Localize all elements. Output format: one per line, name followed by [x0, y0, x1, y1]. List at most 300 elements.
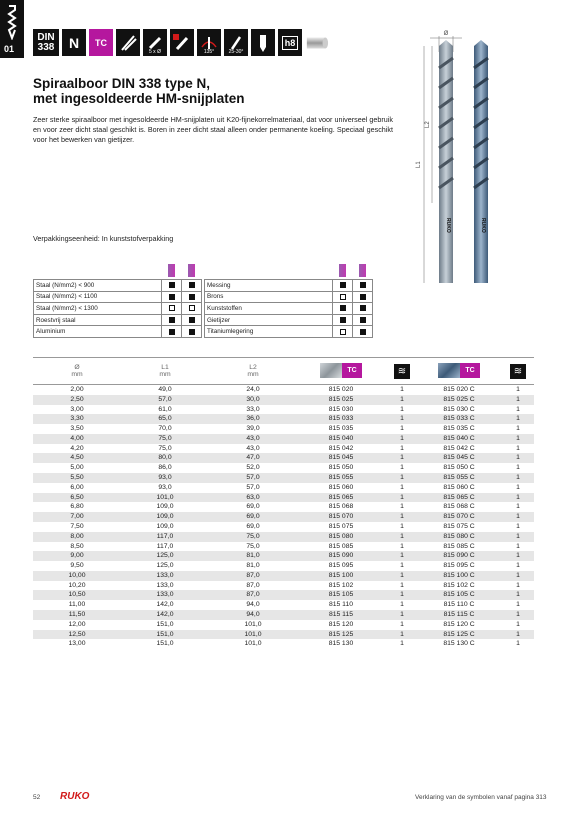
table-row [416, 630, 534, 640]
product-description: Zeer sterke spiraalboor met ingesoldeerde HM-snijplaten uit K20-fijnekorrelmateriaal, dat voor universeel gebruik en voor zeer dicht staal geschikt is. Boren in zeer dicht staal alleen onder permanente koeling. Speciaal geschikt voor het bewerken van gietijzer. [33, 115, 393, 144]
type-n-badge: N [62, 29, 86, 56]
cell-qtyc: 1 [516, 620, 520, 628]
table-row [416, 405, 534, 415]
cell-qty: 1 [400, 405, 404, 413]
suitability-cell [182, 303, 202, 315]
drill-illustration [410, 28, 510, 298]
suitability-cell [162, 291, 182, 303]
material-row [34, 280, 202, 292]
diameter-label: Ø [443, 31, 449, 37]
uncoated-drill-icon [168, 264, 175, 277]
coolant-icon [170, 29, 194, 56]
suitable-mark [360, 294, 366, 300]
cell-qty: 1 [385, 414, 419, 424]
cell-d: 2,00 [70, 386, 84, 393]
cell-qty: 1 [385, 434, 419, 444]
cell-l2: 94,0 [246, 601, 260, 609]
material-name: Gietijzer [205, 314, 333, 326]
cell-art: 815 080 [297, 532, 385, 542]
point-angle-icon: 135° [197, 29, 221, 56]
table-row [416, 639, 534, 649]
cell-l2: 33,0 [246, 405, 260, 413]
suitable-mark [360, 305, 366, 311]
cell-artc: 815 090 C [416, 551, 502, 561]
table-row [416, 434, 534, 444]
cell-artc: 815 130 C [443, 640, 475, 648]
cell-d: 2,50 [33, 395, 121, 405]
suitability-cell [182, 326, 202, 338]
cell-l2: 63,0 [209, 493, 297, 503]
cell-l1: 93,0 [121, 473, 209, 483]
l1-label: L1 [416, 161, 422, 168]
not-suitable-mark [340, 294, 346, 300]
material-table-left [33, 263, 202, 338]
cell-l1: 125,0 [121, 551, 209, 561]
cell-art: 815 085 [328, 542, 354, 550]
cell-art: 815 065 [297, 493, 385, 503]
cell-d: 9,50 [70, 562, 84, 570]
product-title: Spiraalboor DIN 338 type N, met ingesoldeerde HM-snijplaten [33, 76, 245, 106]
cell-artc: 815 095 C [443, 562, 475, 570]
cell-qty: 1 [385, 473, 419, 483]
suitability-cell [162, 303, 182, 315]
cell-qty: 1 [400, 503, 404, 511]
cell-d: 12,00 [68, 620, 86, 628]
cell-l2: 69,0 [246, 503, 260, 511]
table-row [33, 444, 419, 454]
material-row [205, 326, 373, 338]
cell-l2: 81,0 [209, 551, 297, 561]
cell-art: 815 120 [328, 620, 354, 628]
material-row [205, 303, 373, 315]
cell-d: 3,00 [70, 405, 84, 413]
table-row [33, 600, 419, 610]
cell-art: 815 068 [328, 503, 354, 511]
cell-art: 815 025 [297, 395, 385, 405]
cell-qtyc: 1 [502, 551, 534, 561]
suitability-cell [333, 314, 353, 326]
cell-d: 10,50 [33, 590, 121, 600]
material-name: Staal (N/mm2) < 900 [34, 280, 162, 292]
cell-qtyc: 1 [516, 483, 520, 491]
cell-l1: 65,0 [121, 414, 209, 424]
suitability-cell [353, 326, 373, 338]
cell-l2: 101,0 [244, 620, 262, 628]
suitability-cell [333, 280, 353, 292]
table-row [416, 463, 534, 473]
table-row [416, 610, 534, 620]
material-row [205, 314, 373, 326]
cell-d: 5,50 [33, 473, 121, 483]
cell-qtyc: 1 [502, 434, 534, 444]
cell-qty: 1 [400, 522, 404, 530]
table-row [416, 424, 534, 434]
material-name: Titaniumlegering [205, 326, 333, 338]
cell-l1: 86,0 [158, 464, 172, 472]
cell-l2: 75,0 [246, 542, 260, 550]
cell-qtyc: 1 [516, 503, 520, 511]
cell-artc: 815 065 C [416, 493, 502, 503]
suitable-mark [360, 329, 366, 335]
chapter-tab [0, 0, 24, 58]
footer-note: Verklaring van de symbolen vanaf pagina 313 [415, 794, 547, 801]
cell-artc: 815 055 C [416, 473, 502, 483]
material-name: Roestvrij staal [34, 314, 162, 326]
table-row [416, 473, 534, 483]
cell-l2: 24,0 [246, 386, 260, 393]
table-row [416, 600, 534, 610]
cell-l1: 125,0 [156, 562, 174, 570]
material-row [205, 291, 373, 303]
suitability-cell [333, 303, 353, 315]
cell-artc: 815 102 C [443, 581, 475, 589]
cell-qtyc: 1 [516, 640, 520, 648]
tolerance-h8-icon: h8 [278, 29, 302, 56]
cell-qtyc: 1 [502, 473, 534, 483]
cell-artc: 815 120 C [443, 620, 475, 628]
uncoated-drill-icon [320, 363, 342, 378]
cell-l1: 93,0 [158, 483, 172, 491]
suitability-cell [162, 326, 182, 338]
table-row [33, 542, 419, 552]
cell-l2: 36,0 [209, 414, 297, 424]
cell-qty: 1 [385, 610, 419, 620]
drill-tab-icon [5, 4, 19, 40]
table-row [33, 630, 419, 640]
cell-l1: 57,0 [121, 395, 209, 405]
suitable-mark [169, 329, 175, 335]
col-pack-qty-coated [502, 358, 534, 385]
drill-spiral-icon [116, 29, 140, 56]
table-row [416, 453, 534, 463]
suitability-cell [353, 291, 373, 303]
packaging-note: Verpakkingseenheid: In kunststofverpakking [33, 234, 174, 243]
material-name: Staal (N/mm2) < 1300 [34, 303, 162, 315]
cell-d: 6,50 [33, 493, 121, 503]
cylindrical-shank-icon [305, 29, 329, 56]
suitability-cell [353, 303, 373, 315]
cell-qtyc: 1 [516, 464, 520, 472]
material-name: Aluminium [34, 326, 162, 338]
table-row [33, 453, 419, 463]
table-row [33, 405, 419, 415]
cell-qty: 1 [400, 542, 404, 550]
table-row [33, 434, 419, 444]
cell-artc: 815 025 C [416, 395, 502, 405]
col-pack-qty [385, 358, 419, 385]
table-row [33, 424, 419, 434]
cell-l2: 94,0 [209, 610, 297, 620]
cell-l2: 30,0 [209, 395, 297, 405]
table-row [416, 542, 534, 552]
cell-art: 815 075 [328, 522, 354, 530]
drill-depth-icon: 5 x Ø [143, 29, 167, 56]
suitable-mark [360, 282, 366, 288]
cell-l2: 87,0 [209, 590, 297, 600]
cell-d: 4,50 [33, 453, 121, 463]
din-badge: DIN 338 [33, 29, 59, 56]
cell-artc: 815 100 C [416, 571, 502, 581]
cell-l1: 109,0 [156, 503, 174, 511]
cell-d: 8,00 [33, 532, 121, 542]
cell-l2: 43,0 [246, 444, 260, 452]
cell-l1: 117,0 [121, 532, 209, 542]
suitable-mark [340, 282, 346, 288]
cell-art: 815 090 [297, 551, 385, 561]
cell-d: 4,20 [70, 444, 84, 452]
table-row [416, 493, 534, 503]
cell-l1: 61,0 [158, 405, 172, 413]
not-suitable-mark [169, 305, 175, 311]
cell-l1: 142,0 [121, 610, 209, 620]
cell-artc: 815 042 C [443, 444, 475, 452]
suitable-mark [340, 317, 346, 323]
suitability-cell [353, 314, 373, 326]
cell-qty: 1 [385, 493, 419, 503]
cell-l2: 39,0 [246, 425, 260, 433]
material-row [34, 303, 202, 315]
not-suitable-mark [340, 329, 346, 335]
cell-qtyc: 1 [516, 444, 520, 452]
drill-left-brand: RUKO [445, 218, 451, 233]
table-row [33, 395, 419, 405]
cell-l2: 101,0 [209, 630, 297, 640]
cell-artc: 815 040 C [416, 434, 502, 444]
cell-l1: 133,0 [156, 581, 174, 589]
cell-qtyc: 1 [502, 453, 534, 463]
cell-qtyc: 1 [516, 542, 520, 550]
page-number: 52 [33, 794, 41, 801]
table-row [416, 561, 534, 571]
cell-qtyc: 1 [502, 414, 534, 424]
cell-d: 7,00 [33, 512, 121, 522]
cell-qtyc: 1 [516, 405, 520, 413]
dimensions-table [33, 357, 419, 649]
cell-qtyc: 1 [516, 386, 520, 393]
cell-l1: 142,0 [156, 601, 174, 609]
coated-table [416, 357, 534, 649]
cell-l1: 101,0 [121, 493, 209, 503]
cell-d: 11,50 [33, 610, 121, 620]
material-row [205, 280, 373, 292]
suitable-mark [169, 282, 175, 288]
cell-d: 10,00 [33, 571, 121, 581]
cell-d: 11,00 [68, 601, 86, 609]
suitability-cell [333, 326, 353, 338]
cell-qtyc: 1 [502, 532, 534, 542]
cell-d: 10,20 [68, 581, 86, 589]
table-row [416, 590, 534, 600]
cell-qty: 1 [400, 601, 404, 609]
cell-artc: 815 033 C [416, 414, 502, 424]
material-row [34, 326, 202, 338]
cell-artc: 815 060 C [443, 483, 475, 491]
suitability-cell [162, 314, 182, 326]
cell-l1: 109,0 [121, 512, 209, 522]
table-row [33, 610, 419, 620]
cell-d: 6,80 [70, 503, 84, 511]
helix-angle-icon: 25-30° [224, 29, 248, 56]
suitability-cell [182, 280, 202, 292]
cell-l2: 87,0 [246, 581, 260, 589]
cell-qty: 1 [385, 532, 419, 542]
cell-l2: 47,0 [209, 453, 297, 463]
cell-d: 5,00 [70, 464, 84, 472]
coated-drill-icon [188, 264, 195, 277]
suitable-mark [169, 317, 175, 323]
table-row [416, 414, 534, 424]
table-row [416, 532, 534, 542]
cell-art: 815 035 [328, 425, 354, 433]
table-row [33, 473, 419, 483]
l2-label: L2 [425, 121, 431, 128]
table-row [416, 522, 534, 532]
cell-art: 815 030 [328, 405, 354, 413]
cell-art: 815 102 [328, 581, 354, 589]
cell-l1: 109,0 [156, 522, 174, 530]
table-row [33, 620, 419, 630]
cell-art: 815 050 [328, 464, 354, 472]
table-row [33, 551, 419, 561]
coated-drill-icon [438, 363, 460, 378]
material-row [34, 291, 202, 303]
col-article-coated: TC [416, 358, 502, 385]
suitable-mark [360, 317, 366, 323]
cell-artc: 815 070 C [416, 512, 502, 522]
cell-art: 815 045 [297, 453, 385, 463]
cell-qty: 1 [400, 386, 404, 393]
material-name: Staal (N/mm2) < 1100 [34, 291, 162, 303]
cell-l1: 80,0 [121, 453, 209, 463]
col-diameter: Ø mm [33, 358, 121, 385]
cell-qtyc: 1 [516, 522, 520, 530]
cell-artc: 815 045 C [416, 453, 502, 463]
cell-qtyc: 1 [502, 512, 534, 522]
table-row [33, 483, 419, 493]
table-row [33, 532, 419, 542]
cell-qtyc: 1 [502, 493, 534, 503]
cell-l1: 75,0 [158, 444, 172, 452]
cell-qty: 1 [400, 483, 404, 491]
table-row [33, 590, 419, 600]
cell-d: 12,50 [33, 630, 121, 640]
table-row [33, 463, 419, 473]
cell-artc: 815 030 C [443, 405, 475, 413]
cell-qtyc: 1 [502, 395, 534, 405]
cell-art: 815 042 [328, 444, 354, 452]
table-row [33, 512, 419, 522]
cell-art: 815 020 [328, 386, 354, 393]
cell-art: 815 033 [297, 414, 385, 424]
table-row [33, 522, 419, 532]
cell-qty: 1 [385, 551, 419, 561]
cell-artc: 815 115 C [416, 610, 502, 620]
table-row [33, 581, 419, 591]
cell-qtyc: 1 [502, 571, 534, 581]
cell-artc: 815 080 C [416, 532, 502, 542]
cell-art: 815 095 [328, 562, 354, 570]
cell-qty: 1 [400, 562, 404, 570]
suitability-cell [182, 291, 202, 303]
pack-stack-icon: ≋ [510, 364, 526, 379]
suitable-mark [189, 329, 195, 335]
table-row [33, 493, 419, 503]
material-row [34, 314, 202, 326]
cell-l1: 151,0 [156, 620, 174, 628]
cell-artc: 815 105 C [416, 590, 502, 600]
drill-bit-icon [251, 29, 275, 56]
suitable-mark [340, 305, 346, 311]
table-row [416, 581, 534, 591]
cell-qty: 1 [385, 512, 419, 522]
cell-d: 3,50 [70, 425, 84, 433]
material-name: Brons [205, 291, 333, 303]
cell-artc: 815 125 C [416, 630, 502, 640]
cell-d: 3,30 [33, 414, 121, 424]
cell-l2: 43,0 [209, 434, 297, 444]
table-row [416, 620, 534, 630]
cell-qty: 1 [400, 425, 404, 433]
drill-right-brand: RUKO [480, 218, 486, 233]
suitable-mark [189, 294, 195, 300]
cell-qtyc: 1 [502, 630, 534, 640]
cell-l2: 57,0 [246, 483, 260, 491]
cell-qty: 1 [385, 395, 419, 405]
cell-artc: 815 110 C [443, 601, 475, 609]
cell-d: 8,50 [70, 542, 84, 550]
cell-l2: 87,0 [209, 571, 297, 581]
cell-qtyc: 1 [516, 425, 520, 433]
cell-l1: 133,0 [121, 571, 209, 581]
cell-artc: 815 068 C [443, 503, 475, 511]
suitability-cell [333, 291, 353, 303]
cell-art: 815 040 [297, 434, 385, 444]
cell-art: 815 100 [297, 571, 385, 581]
table-row [416, 571, 534, 581]
table-row [33, 502, 419, 512]
cell-qty: 1 [400, 620, 404, 628]
col-l2: L2 mm [209, 358, 297, 385]
suitable-mark [189, 282, 195, 288]
cell-qty: 1 [385, 630, 419, 640]
table-row [416, 385, 534, 395]
cell-qtyc: 1 [516, 562, 520, 570]
cell-qtyc: 1 [516, 601, 520, 609]
cell-l1: 133,0 [121, 590, 209, 600]
cell-l1: 49,0 [158, 386, 172, 393]
table-row [33, 639, 419, 649]
tc-badge: TC [89, 29, 113, 56]
cell-art: 815 105 [297, 590, 385, 600]
table-row [33, 571, 419, 581]
cell-qtyc: 1 [502, 590, 534, 600]
cell-artc: 815 020 C [443, 386, 475, 393]
table-row [416, 512, 534, 522]
uncoated-drill-icon [339, 264, 346, 277]
cell-art: 815 115 [297, 610, 385, 620]
symbol-bar [33, 29, 329, 56]
cell-l2: 69,0 [246, 522, 260, 530]
cell-qtyc: 1 [516, 581, 520, 589]
table-row [33, 561, 419, 571]
cell-l1: 70,0 [158, 425, 172, 433]
suitability-cell [353, 280, 373, 292]
cell-qtyc: 1 [502, 610, 534, 620]
cell-l1: 151,0 [121, 630, 209, 640]
cell-art: 815 055 [297, 473, 385, 483]
table-row [416, 502, 534, 512]
cell-d: 13,00 [68, 640, 86, 648]
